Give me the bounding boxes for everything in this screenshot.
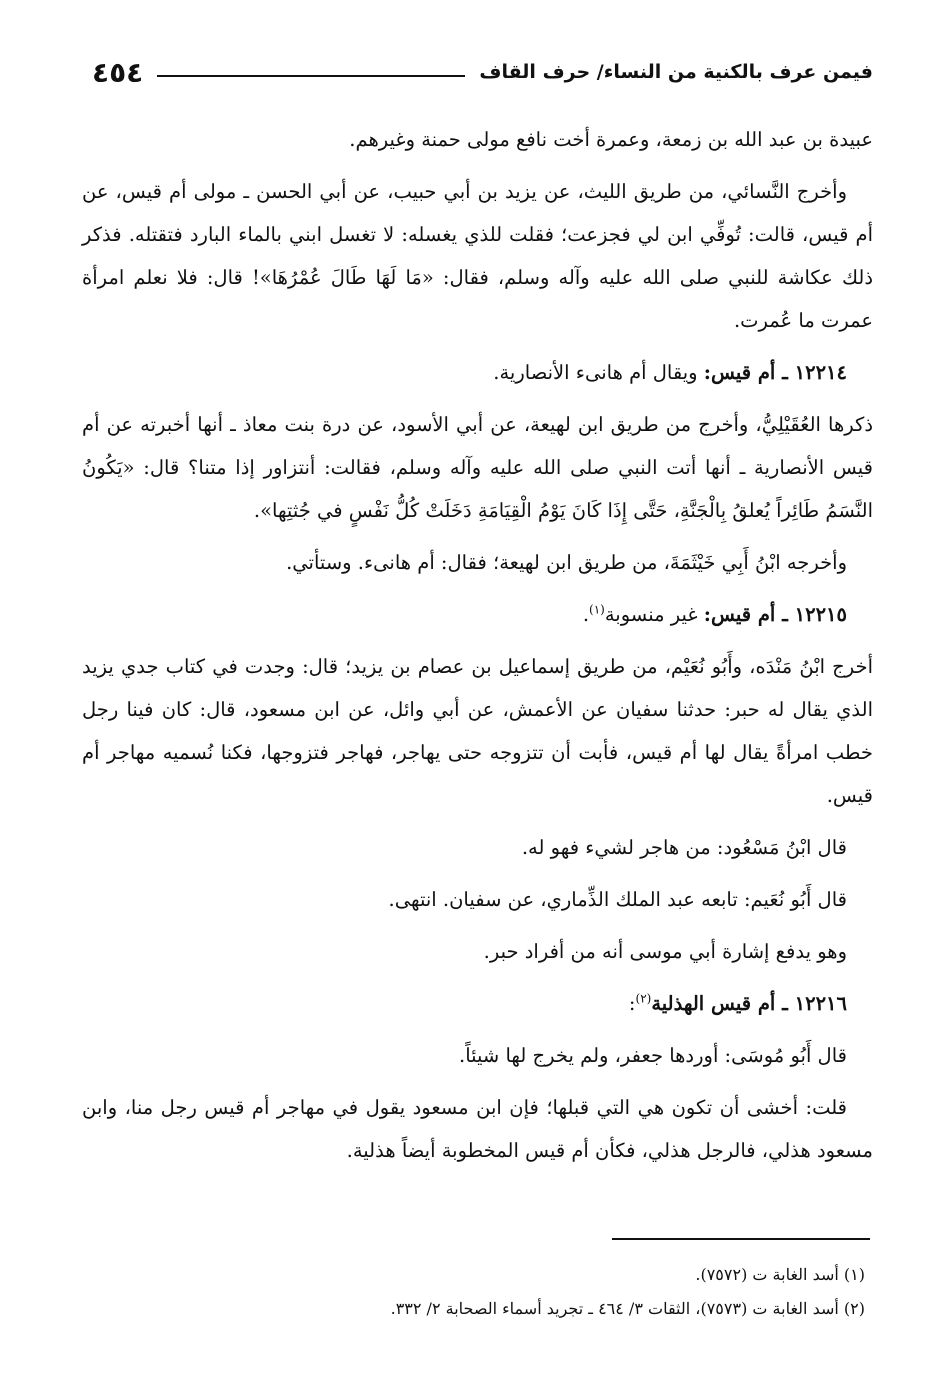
entry-12215: [82, 593, 873, 636]
paragraph: ذكرها العُقَيْلِيُّ، وأخرج من طريق ابن لهيعة، عن أبي الأسود، عن درة بنت معاذ ـ أنها أخبرته عن أم قيس الأنصارية ـ أنها أتت النبي صلى الله عليه وآله وسلم، فقالت: أنتزاور إذا متنا؟ قال: «يَكُونُ النَّسَمُ طَائِراً يُعلقُ بِالْجَنَّةِ، حَتَّى إِذَا كَانَ يَوْمُ الْقِيَامَةِ دَخَلَتْ كُلُّ نَفْسٍ في جُثتِها».: [82, 413, 873, 522]
paragraph: قال ابْنُ مَسْعُود: من هاجر لشيء فهو له.: [521, 836, 847, 859]
footnote-ref[interactable]: (١): [589, 602, 605, 617]
paragraph: قال أَبُو نُعَيم: تابعه عبد الملك الذِّماري، عن سفيان. انتهى.: [388, 888, 847, 911]
entry-12214: [82, 351, 873, 394]
paragraph: وأخرجه ابْنُ أَبِي خَيْثَمَةَ، من طريق ابن لهيعة؛ فقال: أم هانىء. وستأتي.: [286, 551, 847, 574]
header-rule: [157, 75, 465, 77]
paragraph: قال أَبُو مُوسَى: أوردها جعفر، ولم يخرج لها شيئاً.: [459, 1044, 847, 1067]
running-title: فيمن عرف بالكنية من النساء/ حرف القاف: [479, 61, 873, 83]
entry-12216: [82, 982, 873, 1025]
paragraph: وهو يدفع إشارة أبي موسى أنه من أفراد حبر.: [483, 940, 847, 963]
entry-heading: ١٢٢١٤ ـ أم قيس:: [703, 361, 847, 384]
paragraph: قلت: أخشى أن تكون هي التي قبلها؛ فإن ابن مسعود يقول في مهاجر أم قيس رجل منا، وابن مسعود هذلي، فالرجل هذلي، فكأن أم قيس المخطوبة أيضاً هذلية.: [82, 1096, 873, 1162]
footnote-ref[interactable]: (٢): [635, 991, 652, 1006]
entry-end: .: [582, 603, 590, 626]
paragraph: عبيدة بن عبد الله بن زمعة، وعمرة أخت نافع مولى حمنة وغيرهم.: [349, 128, 873, 151]
entry-heading: ١٢٢١٥ ـ أم قيس:: [703, 603, 847, 626]
page-number: ٤٥٤: [92, 55, 144, 89]
footnote-rule: [612, 1238, 870, 1240]
entry-end: :: [628, 992, 636, 1015]
paragraph: وأخرج النَّسائي، من طريق الليث، عن يزيد بن أبي حبيب، عن أبي الحسن ـ مولى أم قيس، عن أم قيس، قالت: تُوفِّي ابن لي فجزعت؛ فقلت للذي يغسله: لا تغسل ابني بالماء البارد فتقتله. فذكر ذلك عكاشة للنبي صلى الله عليه وآله وسلم، فقال: «مَا لَهَا طَالَ عُمْرُهَا»! قال: فلا نعلم امرأة عمرت ما عُمرت.: [82, 180, 873, 332]
entry-heading: ١٢٢١٦ ـ أم قيس الهذلية: [651, 992, 847, 1015]
footnote-1: (١) أسد الغابة ت (٧٥٧٢).: [695, 1265, 865, 1284]
paragraph: أخرج ابْنُ مَنْدَه، وأَبُو نُعَيْم، من طريق إسماعيل بن عصام بن يزيد؛ قال: وجدت في كتاب جدي يزيد الذي يقال له حبر: حدثنا سفيان عن الأعمش، عن أبي وائل، عن ابن مسعود، قال: كان فينا رجل خطب امرأةً يقال لها أم قيس، فأبت أن تتزوجه حتى يهاجر، فهاجر فتزوجها، فكنا نُسميه مهاجر أم قيس.: [82, 655, 873, 807]
footnote-2: (٢) أسد الغابة ت (٧٥٧٣)، الثقات ٣/ ٤٦٤ ـ تجريد أسماء الصحابة ٢/ ٣٣٢.: [390, 1299, 865, 1318]
page-header: [82, 52, 873, 92]
entry-text: غير منسوبة: [604, 603, 698, 626]
footnotes: [82, 1258, 865, 1326]
entry-text: ويقال أم هانىء الأنصارية.: [493, 361, 698, 384]
main-text: [82, 118, 873, 1181]
